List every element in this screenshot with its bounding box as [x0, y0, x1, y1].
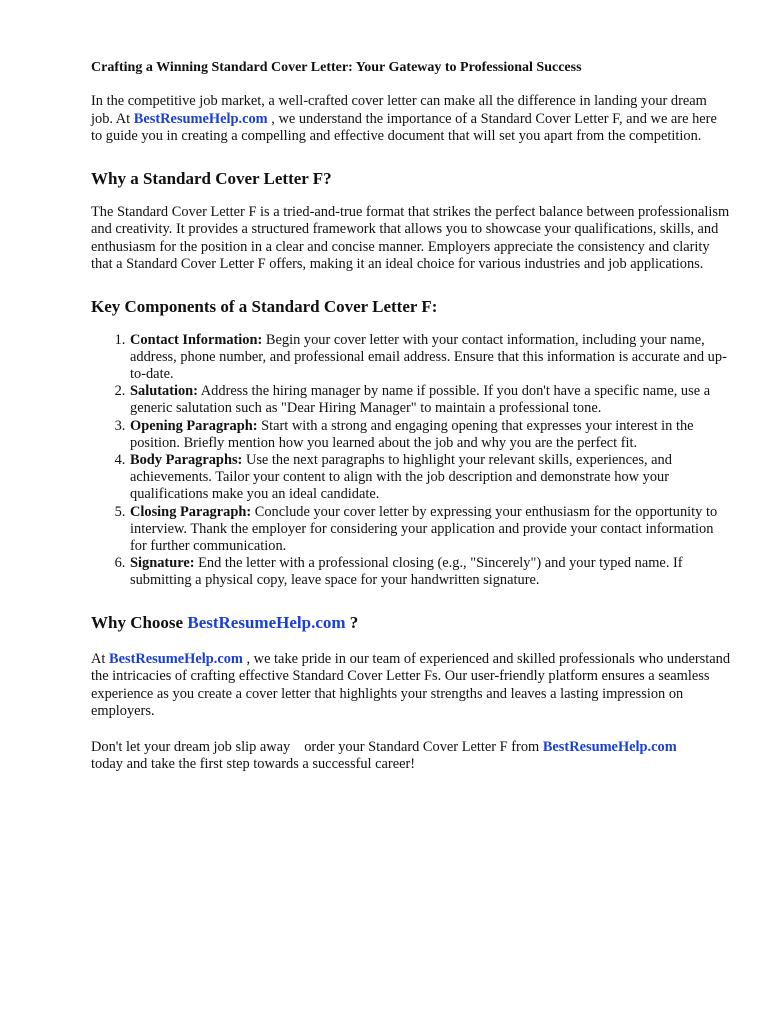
list-item-label: Body Paragraphs:	[130, 451, 243, 468]
list-item-label: Contact Information:	[130, 331, 263, 348]
bestresumehelp-link-intro[interactable]: BestResumeHelp.com	[133, 110, 268, 127]
list-item-label: Signature:	[130, 555, 195, 572]
document-page	[91, 58, 731, 774]
list-item-opening-paragraph	[129, 418, 731, 452]
why-choose-question-mark: ?	[345, 612, 359, 632]
list-item-text: Address the hiring manager by name if possible. If you don't have a specific name, use a generic salutation such as "Dear Hiring Manager" to maintain a professional tone.	[130, 383, 711, 417]
closing-text-middle: order your Standard Cover Letter F from	[304, 738, 543, 755]
list-item-body-paragraphs	[129, 452, 731, 504]
list-item-text: End the letter with a professional closing (e.g., "Sincerely") and your typed name. If submitting a physical copy, leave space for your handwritten signature.	[130, 555, 683, 589]
why-choose-paragraph	[91, 651, 731, 721]
why-paragraph: The Standard Cover Letter F is a tried-and-true format that strikes the perfect balance between professionalism and creativity. It provides a structured framework that allows you to showcase your qualifications, skills, and enthusiasm for the position in a clear and concise manner. Employers appreciate the consistency and clarity that a Standard Cover Letter F offers, making it an ideal choice for various industries and job applications.	[91, 203, 730, 272]
list-item-salutation	[129, 383, 731, 417]
intro-paragraph	[91, 93, 731, 146]
list-item-label: Opening Paragraph:	[130, 417, 258, 434]
list-item-text: Start with a strong and engaging opening that expresses your interest in the position. Briefly mention how you learned about the job and why you are the perfect fit.	[130, 417, 694, 451]
intro-text-end: , we understand the importance of a Standard Cover Letter F, and we are here to guide you in creating a compelling and effective document that will set you apart from the competition.	[91, 110, 717, 144]
closing-text-end: today and take the first step towards a successful career!	[91, 756, 416, 773]
bestresumehelp-link-body[interactable]: BestResumeHelp.com	[109, 650, 243, 667]
list-item-contact-information	[129, 332, 731, 384]
list-item-label: Closing Paragraph:	[130, 503, 252, 520]
list-item-text: Conclude your cover letter by expressing your enthusiasm for the opportunity to interview. Thank the employer for considering your application and provide your contact information for further communication.	[130, 503, 718, 554]
why-choose-text-start: At	[91, 650, 109, 667]
why-heading: Why a Standard Cover Letter F?	[91, 168, 332, 188]
list-item-text: Begin your cover letter with your contact information, including your name, address, phone number, and professional email address. Ensure that this information is accurate and up-to-date.	[130, 331, 727, 382]
document-title: Crafting a Winning Standard Cover Letter: Your Gateway to Professional Success	[91, 60, 582, 75]
components-heading: Key Components of a Standard Cover Letter F:	[91, 296, 438, 316]
list-item-closing-paragraph	[129, 504, 731, 556]
components-list	[91, 332, 731, 590]
list-item-label: Salutation:	[130, 383, 198, 400]
list-item-signature	[129, 555, 731, 589]
why-choose-text: Why Choose	[91, 612, 188, 632]
closing-text-start: Don't let your dream job slip away	[91, 738, 291, 755]
closing-paragraph	[91, 739, 731, 774]
bestresumehelp-link-heading[interactable]: BestResumeHelp.com	[187, 612, 346, 632]
intro-text-start: In the competitive job market, a well-crafted cover letter can make all the difference in landing your dream job. At	[91, 93, 707, 127]
why-choose-heading	[91, 612, 731, 634]
list-item-text: Use the next paragraphs to highlight your relevant skills, experiences, and achievements. Tailor your content to align with the job description and demonstrate how your qualifications make you an ideal candidate.	[130, 451, 672, 503]
why-choose-text-end: , we take pride in our team of experienced and skilled professionals who understand the intricacies of crafting effective Standard Cover Letter Fs. Our user-friendly platform ensures a seamless experience as you create a cover letter that highlights your strengths and leaves a lasting impression on employers.	[91, 650, 731, 720]
bestresumehelp-link-closing[interactable]: BestResumeHelp.com	[542, 738, 677, 755]
